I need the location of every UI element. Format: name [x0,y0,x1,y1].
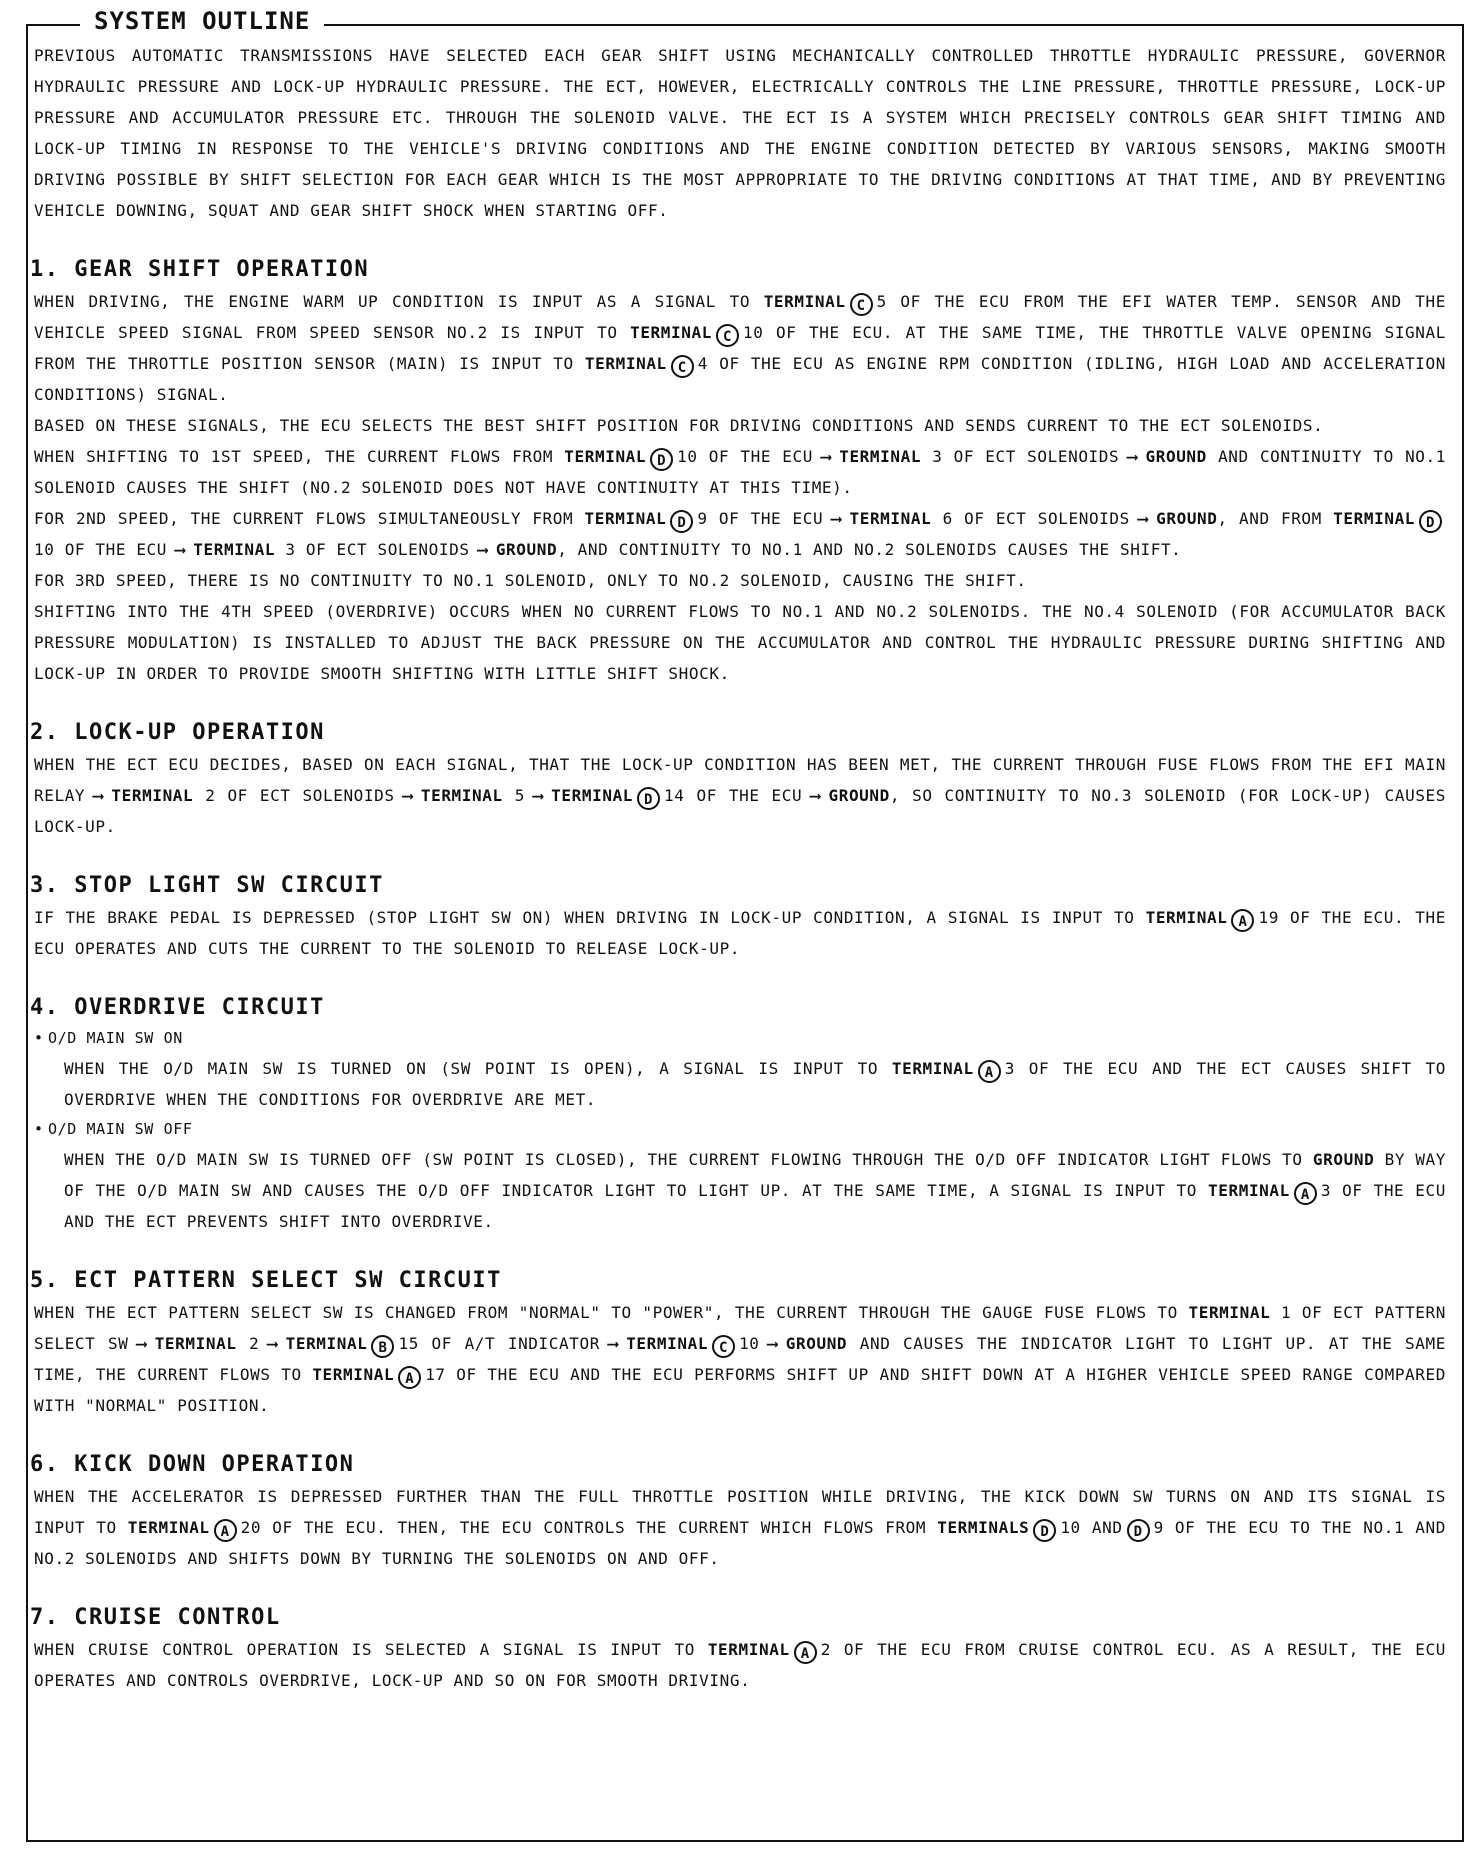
arrow-icon: ⟶ [607,1334,619,1353]
text-span: TERMINAL [127,1518,210,1537]
arrow-icon: ⟶ [267,1334,278,1353]
arrow-icon: ⟶ [767,1334,778,1353]
connector-c-icon: C [850,293,873,316]
manual-page [4,6,1468,1844]
text-span: TERMINAL [111,786,194,805]
text-span: , SO CONTINUITY TO NO.3 SOLENOID (FOR LOCK-UP) CAUSES LOCK-UP. [34,786,1447,836]
paragraph [34,749,1446,842]
text-span: 2 OF THE ECU FROM CRUISE CONTROL ECU. AS A RESULT, THE ECU OPERATES AND CONTROLS OVERDRIVE, LOCK-UP AND SO ON FOR SMOOTH DRIVING. [34,1640,1446,1690]
text-span: TERMINAL [626,1334,709,1353]
text-span: 6 OF ECT SOLENOIDS [942,509,1130,528]
page-title: SYSTEM OUTLINE [80,6,324,36]
connector-d-icon: D [637,787,660,810]
text-span: IF THE BRAKE PEDAL IS DEPRESSED (STOP LIGHT SW ON) WHEN DRIVING IN LOCK-UP CONDITION, A SIGNAL IS INPUT TO [34,908,1135,927]
text-span: 20 OF THE ECU. THEN, THE ECU CONTROLS THE CURRENT WHICH FLOWS FROM [240,1518,927,1537]
section-heading: 1. GEAR SHIFT OPERATION [30,257,370,282]
text-span: 15 OF A/T INDICATOR [398,1334,600,1353]
paragraph [34,441,1446,503]
connector-a-icon: A [214,1519,237,1542]
text-span: AND CONTINUITY TO NO.1 SOLENOID CAUSES THE SHIFT (NO.2 SOLENOID DOES NOT HAVE CONTINUITY AT THIS TIME). [34,447,1447,497]
arrow-icon: ⟶ [1137,509,1149,528]
text-span: 4 OF THE ECU AS ENGINE RPM CONDITION (IDLING, HIGH LOAD AND ACCELERATION CONDITIONS) SIGNAL. [34,354,1446,404]
connector-a-icon: A [398,1366,421,1389]
text-span: TERMINAL [1333,509,1416,528]
section-cruise-control [30,1604,1446,1696]
connector-d-icon: D [1127,1519,1150,1542]
connector-a-icon: A [1231,909,1254,932]
text-span: 9 OF THE ECU TO THE NO.1 AND NO.2 SOLENOIDS AND SHIFTS DOWN BY TURNING THE SOLENOIDS ON AND OFF. [34,1518,1446,1568]
paragraph [34,1297,1446,1421]
terminal-label: TERMINAL [630,323,712,342]
paragraph [64,1053,1446,1115]
connector-d-icon: D [1033,1519,1056,1542]
text-span: 5 [514,786,525,805]
arrow-icon: ⟶ [831,509,842,528]
text-span: WHEN THE O/D MAIN SW IS TURNED OFF (SW POINT IS CLOSED), THE CURRENT FLOWING THROUGH THE O/D OFF INDICATOR LIGHT FLOWS TO [64,1150,1303,1169]
arrow-icon: ⟶ [175,540,186,559]
section-heading: 4. OVERDRIVE CIRCUIT [30,995,325,1020]
bullet-icon: • [34,1029,44,1047]
text-span: TERMINAL [839,447,922,466]
text-span: TERMINAL [584,509,667,528]
bullet-icon: • [34,1120,44,1138]
paragraph [34,902,1446,964]
section-stop-light-sw [30,872,1446,964]
section-heading: 7. CRUISE CONTROL [30,1605,281,1630]
text-span: 19 OF THE ECU. THE ECU OPERATES AND CUTS THE CURRENT TO THE SOLENOID TO RELEASE LOCK-UP. [34,908,1446,958]
text-span: WHEN DRIVING, THE ENGINE WARM UP CONDITION IS INPUT AS A SIGNAL TO [34,292,751,311]
section-gear-shift [30,256,1447,689]
connector-a-icon: A [1294,1182,1317,1205]
text-span: 10 [739,1334,760,1353]
text-span: BY WAY OF THE O/D MAIN SW AND CAUSES THE O/D OFF INDICATOR LIGHT TO LIGHT UP. AT THE SAME TIME, A SIGNAL IS INPUT TO [64,1150,1447,1200]
text-span: TERMINAL [551,786,634,805]
text-span: GROUND [1145,447,1207,466]
text-span: WHEN THE ECT ECU DECIDES, BASED ON EACH SIGNAL, THAT THE LOCK-UP CONDITION HAS BEEN MET, THE CURRENT THROUGH FUSE FLOWS FROM THE EFI MAIN RELAY [34,755,1446,805]
text-span: 2 OF ECT SOLENOIDS [205,786,395,805]
text-span: WHEN THE ECT PATTERN SELECT SW IS CHANGED FROM "NORMAL" TO "POWER", THE CURRENT THROUGH THE GAUGE FUSE FLOWS TO [34,1303,1178,1322]
text-span: GROUND [785,1334,848,1353]
text-span: TERMINAL [285,1334,368,1353]
text-span: 17 OF THE ECU AND THE ECU PERFORMS SHIFT UP AND SHIFT DOWN AT A HIGHER VEHICLE SPEED RANGE COMPARED WITH "NORMAL" POSITION. [34,1365,1446,1415]
paragraph [34,1481,1446,1574]
paragraph [34,1634,1446,1696]
connector-a-icon: A [794,1641,817,1664]
paragraph: SHIFTING INTO THE 4TH SPEED (OVERDRIVE) OCCURS WHEN NO CURRENT FLOWS TO NO.1 AND NO.2 SOLENOIDS. THE NO.4 SOLENOID (FOR ACCUMULATOR BACK PRESSURE MODULATION) IS INSTALLED TO ADJUST THE BACK PRESSURE ON THE ACCUMULATOR AND CONTROL THE HYDRAULIC PRESSURE DURING SHIFTING AND LOCK-UP IN ORDER TO PROVIDE SMOOTH SHIFTING WITH LITTLE SHIFT SHOCK. [34,602,1446,683]
text-span: TERMINAL [849,509,932,528]
connector-c-icon: C [712,1335,735,1358]
sub-heading [34,1115,1446,1144]
text-span: TERMINAL [707,1640,790,1659]
arrow-icon: ⟶ [820,447,832,466]
paragraph [64,1144,1446,1237]
connector-c-icon: C [671,355,694,378]
connector-d-icon: D [650,448,673,471]
terminal-label: TERMINAL [763,292,846,311]
text-span: WHEN SHIFTING TO 1ST SPEED, THE CURRENT FLOWS FROM [34,447,554,466]
text-span: WHEN CRUISE CONTROL OPERATION IS SELECTED A SIGNAL IS INPUT TO [34,1640,695,1659]
text-span: TERMINAL [312,1365,395,1384]
paragraph [34,286,1446,410]
text-span: 10 OF THE ECU. AT THE SAME TIME, THE THROTTLE VALVE OPENING SIGNAL FROM THE THROTTLE POSITION SENSOR (MAIN) IS INPUT TO [34,323,1446,373]
text-span: TERMINAL [1208,1181,1290,1200]
text-span: GROUND [828,786,890,805]
text-span: TERMINAL [420,786,503,805]
section-heading: 6. KICK DOWN OPERATION [30,1452,355,1477]
text-span: TERMINAL [193,540,276,559]
text-span: , AND CONTINUITY TO NO.1 AND NO.2 SOLENOIDS CAUSES THE SHIFT. [557,540,1182,559]
sub-heading [34,1024,1446,1053]
text-span: 2 [249,1334,260,1353]
paragraph: BASED ON THESE SIGNALS, THE ECU SELECTS THE BEST SHIFT POSITION FOR DRIVING CONDITIONS AND SENDS CURRENT TO THE ECT SOLENOIDS. [34,416,1324,435]
text-span: 10 OF THE ECU [34,540,168,559]
arrow-icon: ⟶ [477,540,488,559]
text-span: 5 OF THE ECU FROM THE EFI WATER TEMP. SENSOR AND THE VEHICLE SPEED SIGNAL FROM SPEED SENSOR NO.2 IS INPUT TO [34,292,1446,342]
intro-paragraph: PREVIOUS AUTOMATIC TRANSMISSIONS HAVE SELECTED EACH GEAR SHIFT USING MECHANICALLY CONTROLLED THROTTLE HYDRAULIC PRESSURE, GOVERNOR HYDRAULIC PRESSURE AND LOCK-UP HYDRAULIC PRESSURE. THE ECT, HOWEVER, ELECTRICALLY CONTROLS THE LINE PRESSURE, THROTTLE PRESSURE, LOCK-UP PRESSURE AND ACCUMULATOR PRESSURE ETC. THROUGH THE SOLENOID VALVE. THE ECT IS A SYSTEM WHICH PRECISELY CONTROLS GEAR SHIFT TIMING AND LOCK-UP TIMING IN RESPONSE TO THE VEHICLE'S DRIVING CONDITIONS AND THE ENGINE CONDITION DETECTED BY VARIOUS SENSORS, MAKING SMOOTH DRIVING POSSIBLE BY SHIFT SELECTION FOR EACH GEAR WHICH IS THE MOST APPROPRIATE TO THE DRIVING CONDITIONS AT THAT TIME, AND BY PREVENTING VEHICLE DOWNING, SQUAT AND GEAR SHIFT SHOCK WHEN STARTING OFF. [34,46,1446,220]
text-span: TERMINAL [891,1059,974,1078]
text-span: GROUND [495,540,558,559]
section-pattern-select [30,1267,1447,1421]
section-heading: 3. STOP LIGHT SW CIRCUIT [30,873,384,898]
arrow-icon: ⟶ [1127,447,1138,466]
text-span: 10 AND [1060,1518,1123,1537]
arrow-icon: ⟶ [93,786,104,805]
connector-d-icon: D [1419,510,1442,533]
text-span: O/D MAIN SW OFF [48,1120,193,1138]
text-span: 1 OF ECT PATTERN SELECT SW [34,1303,1447,1353]
text-span: GROUND [1312,1150,1375,1169]
text-span: TERMINALS [937,1518,1030,1537]
text-span: 10 OF THE ECU [677,447,813,466]
section-kick-down [30,1451,1446,1574]
text-span: , AND FROM [1217,509,1322,528]
text-span: 3 OF THE ECU AND THE ECT PREVENTS SHIFT INTO OVERDRIVE. [64,1181,1446,1231]
arrow-icon: ⟶ [810,786,821,805]
text-span: 3 OF ECT SOLENOIDS [932,447,1120,466]
connector-b-icon: B [371,1335,394,1358]
text-span: FOR 2ND SPEED, THE CURRENT FLOWS SIMULTANEOUSLY FROM [34,509,574,528]
text-span: 3 OF THE ECU AND THE ECT CAUSES SHIFT TO OVERDRIVE WHEN THE CONDITIONS FOR OVERDRIVE ARE MET. [64,1059,1447,1109]
text-span: O/D MAIN SW ON [48,1029,183,1047]
text-span: TERMINAL [1145,908,1228,927]
text-span: TERMINAL [564,447,647,466]
text-span: TERMINAL [154,1334,237,1353]
text-span: WHEN THE O/D MAIN SW IS TURNED ON (SW POINT IS OPEN), A SIGNAL IS INPUT TO [64,1059,879,1078]
text-span: TERMINAL [1188,1303,1271,1322]
text-span: WHEN THE ACCELERATOR IS DEPRESSED FURTHER THAN THE FULL THROTTLE POSITION WHILE DRIVING, THE KICK DOWN SW TURNS ON AND ITS SIGNAL IS INPUT TO [34,1487,1446,1537]
content [30,40,1447,1696]
arrow-icon: ⟶ [136,1334,147,1353]
section-overdrive [30,994,1447,1237]
terminal-label: TERMINAL [584,354,667,373]
section-lock-up [30,719,1447,842]
section-heading: 5. ECT PATTERN SELECT SW CIRCUIT [30,1268,502,1293]
text-span: GROUND [1156,509,1218,528]
connector-c-icon: C [716,324,739,347]
connector-a-icon: A [978,1060,1001,1083]
arrow-icon: ⟶ [402,786,413,805]
text-span: 3 OF ECT SOLENOIDS [285,540,470,559]
connector-d-icon: D [670,510,693,533]
arrow-icon: ⟶ [532,786,544,805]
text-span: AND CAUSES THE INDICATOR LIGHT TO LIGHT UP. AT THE SAME TIME, THE CURRENT FLOWS TO [34,1334,1446,1384]
paragraph: FOR 3RD SPEED, THERE IS NO CONTINUITY TO NO.1 SOLENOID, ONLY TO NO.2 SOLENOID, CAUSING THE SHIFT. [34,571,1027,590]
section-heading: 2. LOCK-UP OPERATION [30,720,325,745]
text-span: 9 OF THE ECU [697,509,824,528]
text-span: 14 OF THE ECU [664,786,803,805]
paragraph [34,503,1446,565]
